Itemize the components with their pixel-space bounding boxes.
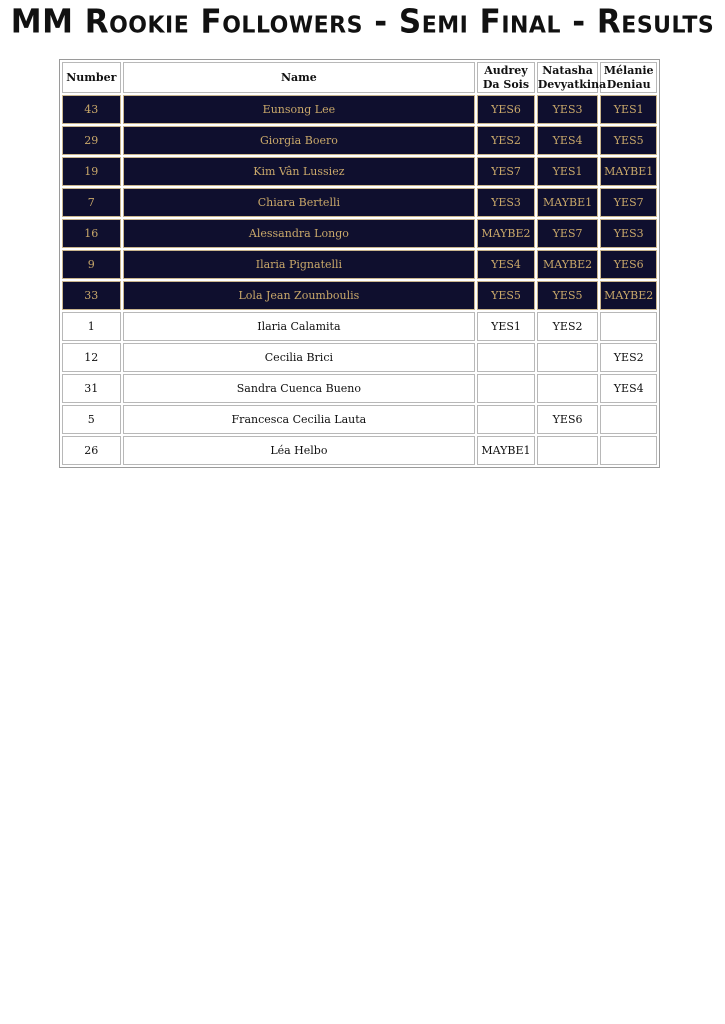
cell-judge-audrey: YES6 (477, 95, 535, 124)
header-name: Name (123, 62, 476, 93)
cell-name: Ilaria Calamita (123, 312, 476, 341)
cell-number: 33 (62, 281, 121, 310)
cell-judge-melanie (600, 405, 657, 434)
cell-judge-melanie (600, 312, 657, 341)
cell-number: 5 (62, 405, 121, 434)
cell-judge-melanie (600, 436, 657, 465)
table-row (62, 219, 657, 248)
cell-judge-melanie: YES4 (600, 374, 657, 403)
cell-judge-natasha: YES6 (537, 405, 599, 434)
cell-judge-audrey: YES4 (477, 250, 535, 279)
header-number: Number (62, 62, 121, 93)
cell-judge-natasha: MAYBE1 (537, 188, 599, 217)
cell-judge-natasha: YES4 (537, 126, 599, 155)
page-title: MM Rookie Followers - Semi Final - Results (10, 3, 715, 41)
cell-judge-natasha: MAYBE2 (537, 250, 599, 279)
cell-judge-melanie: YES3 (600, 219, 657, 248)
cell-judge-melanie: YES2 (600, 343, 657, 372)
cell-number: 31 (62, 374, 121, 403)
cell-judge-audrey (477, 343, 535, 372)
header-judge-melanie: Mélanie Deniau (600, 62, 657, 93)
header-judge-natasha: Natasha Devyatkina (537, 62, 599, 93)
cell-number: 16 (62, 219, 121, 248)
cell-name: Kim Vân Lussiez (123, 157, 476, 186)
cell-judge-audrey: YES2 (477, 126, 535, 155)
cell-name: Chiara Bertelli (123, 188, 476, 217)
cell-judge-melanie: YES7 (600, 188, 657, 217)
cell-name: Alessandra Longo (123, 219, 476, 248)
header-judge-audrey: Audrey Da Sois (477, 62, 535, 93)
cell-name: Lola Jean Zoumboulis (123, 281, 476, 310)
cell-name: Francesca Cecilia Lauta (123, 405, 476, 434)
cell-judge-natasha (537, 436, 599, 465)
cell-judge-melanie: YES1 (600, 95, 657, 124)
cell-judge-audrey: MAYBE2 (477, 219, 535, 248)
table-row (62, 343, 657, 372)
cell-judge-audrey: YES5 (477, 281, 535, 310)
table-row (62, 436, 657, 465)
table-row (62, 95, 657, 124)
cell-number: 43 (62, 95, 121, 124)
cell-judge-natasha: YES3 (537, 95, 599, 124)
cell-name: Cecilia Brici (123, 343, 476, 372)
table-row (62, 126, 657, 155)
table-row (62, 312, 657, 341)
header-row (62, 62, 657, 93)
cell-judge-natasha: YES2 (537, 312, 599, 341)
table-row (62, 374, 657, 403)
cell-judge-natasha: YES7 (537, 219, 599, 248)
cell-name: Léa Helbo (123, 436, 476, 465)
cell-judge-natasha (537, 374, 599, 403)
cell-number: 12 (62, 343, 121, 372)
table-row (62, 250, 657, 279)
cell-number: 1 (62, 312, 121, 341)
cell-judge-audrey (477, 405, 535, 434)
cell-name: Ilaria Pignatelli (123, 250, 476, 279)
cell-judge-natasha (537, 343, 599, 372)
cell-number: 9 (62, 250, 121, 279)
cell-judge-natasha: YES1 (537, 157, 599, 186)
cell-judge-audrey (477, 374, 535, 403)
table-row (62, 405, 657, 434)
cell-judge-audrey: YES3 (477, 188, 535, 217)
cell-number: 26 (62, 436, 121, 465)
table-row (62, 281, 657, 310)
cell-name: Sandra Cuenca Bueno (123, 374, 476, 403)
cell-name: Eunsong Lee (123, 95, 476, 124)
cell-number: 19 (62, 157, 121, 186)
cell-judge-melanie: MAYBE2 (600, 281, 657, 310)
cell-number: 29 (62, 126, 121, 155)
cell-judge-audrey: YES1 (477, 312, 535, 341)
table-row (62, 157, 657, 186)
results-table (59, 59, 660, 468)
cell-judge-audrey: MAYBE1 (477, 436, 535, 465)
cell-name: Giorgia Boero (123, 126, 476, 155)
table-row (62, 188, 657, 217)
cell-judge-melanie: YES5 (600, 126, 657, 155)
cell-judge-melanie: MAYBE1 (600, 157, 657, 186)
cell-judge-melanie: YES6 (600, 250, 657, 279)
cell-number: 7 (62, 188, 121, 217)
cell-judge-natasha: YES5 (537, 281, 599, 310)
cell-judge-audrey: YES7 (477, 157, 535, 186)
